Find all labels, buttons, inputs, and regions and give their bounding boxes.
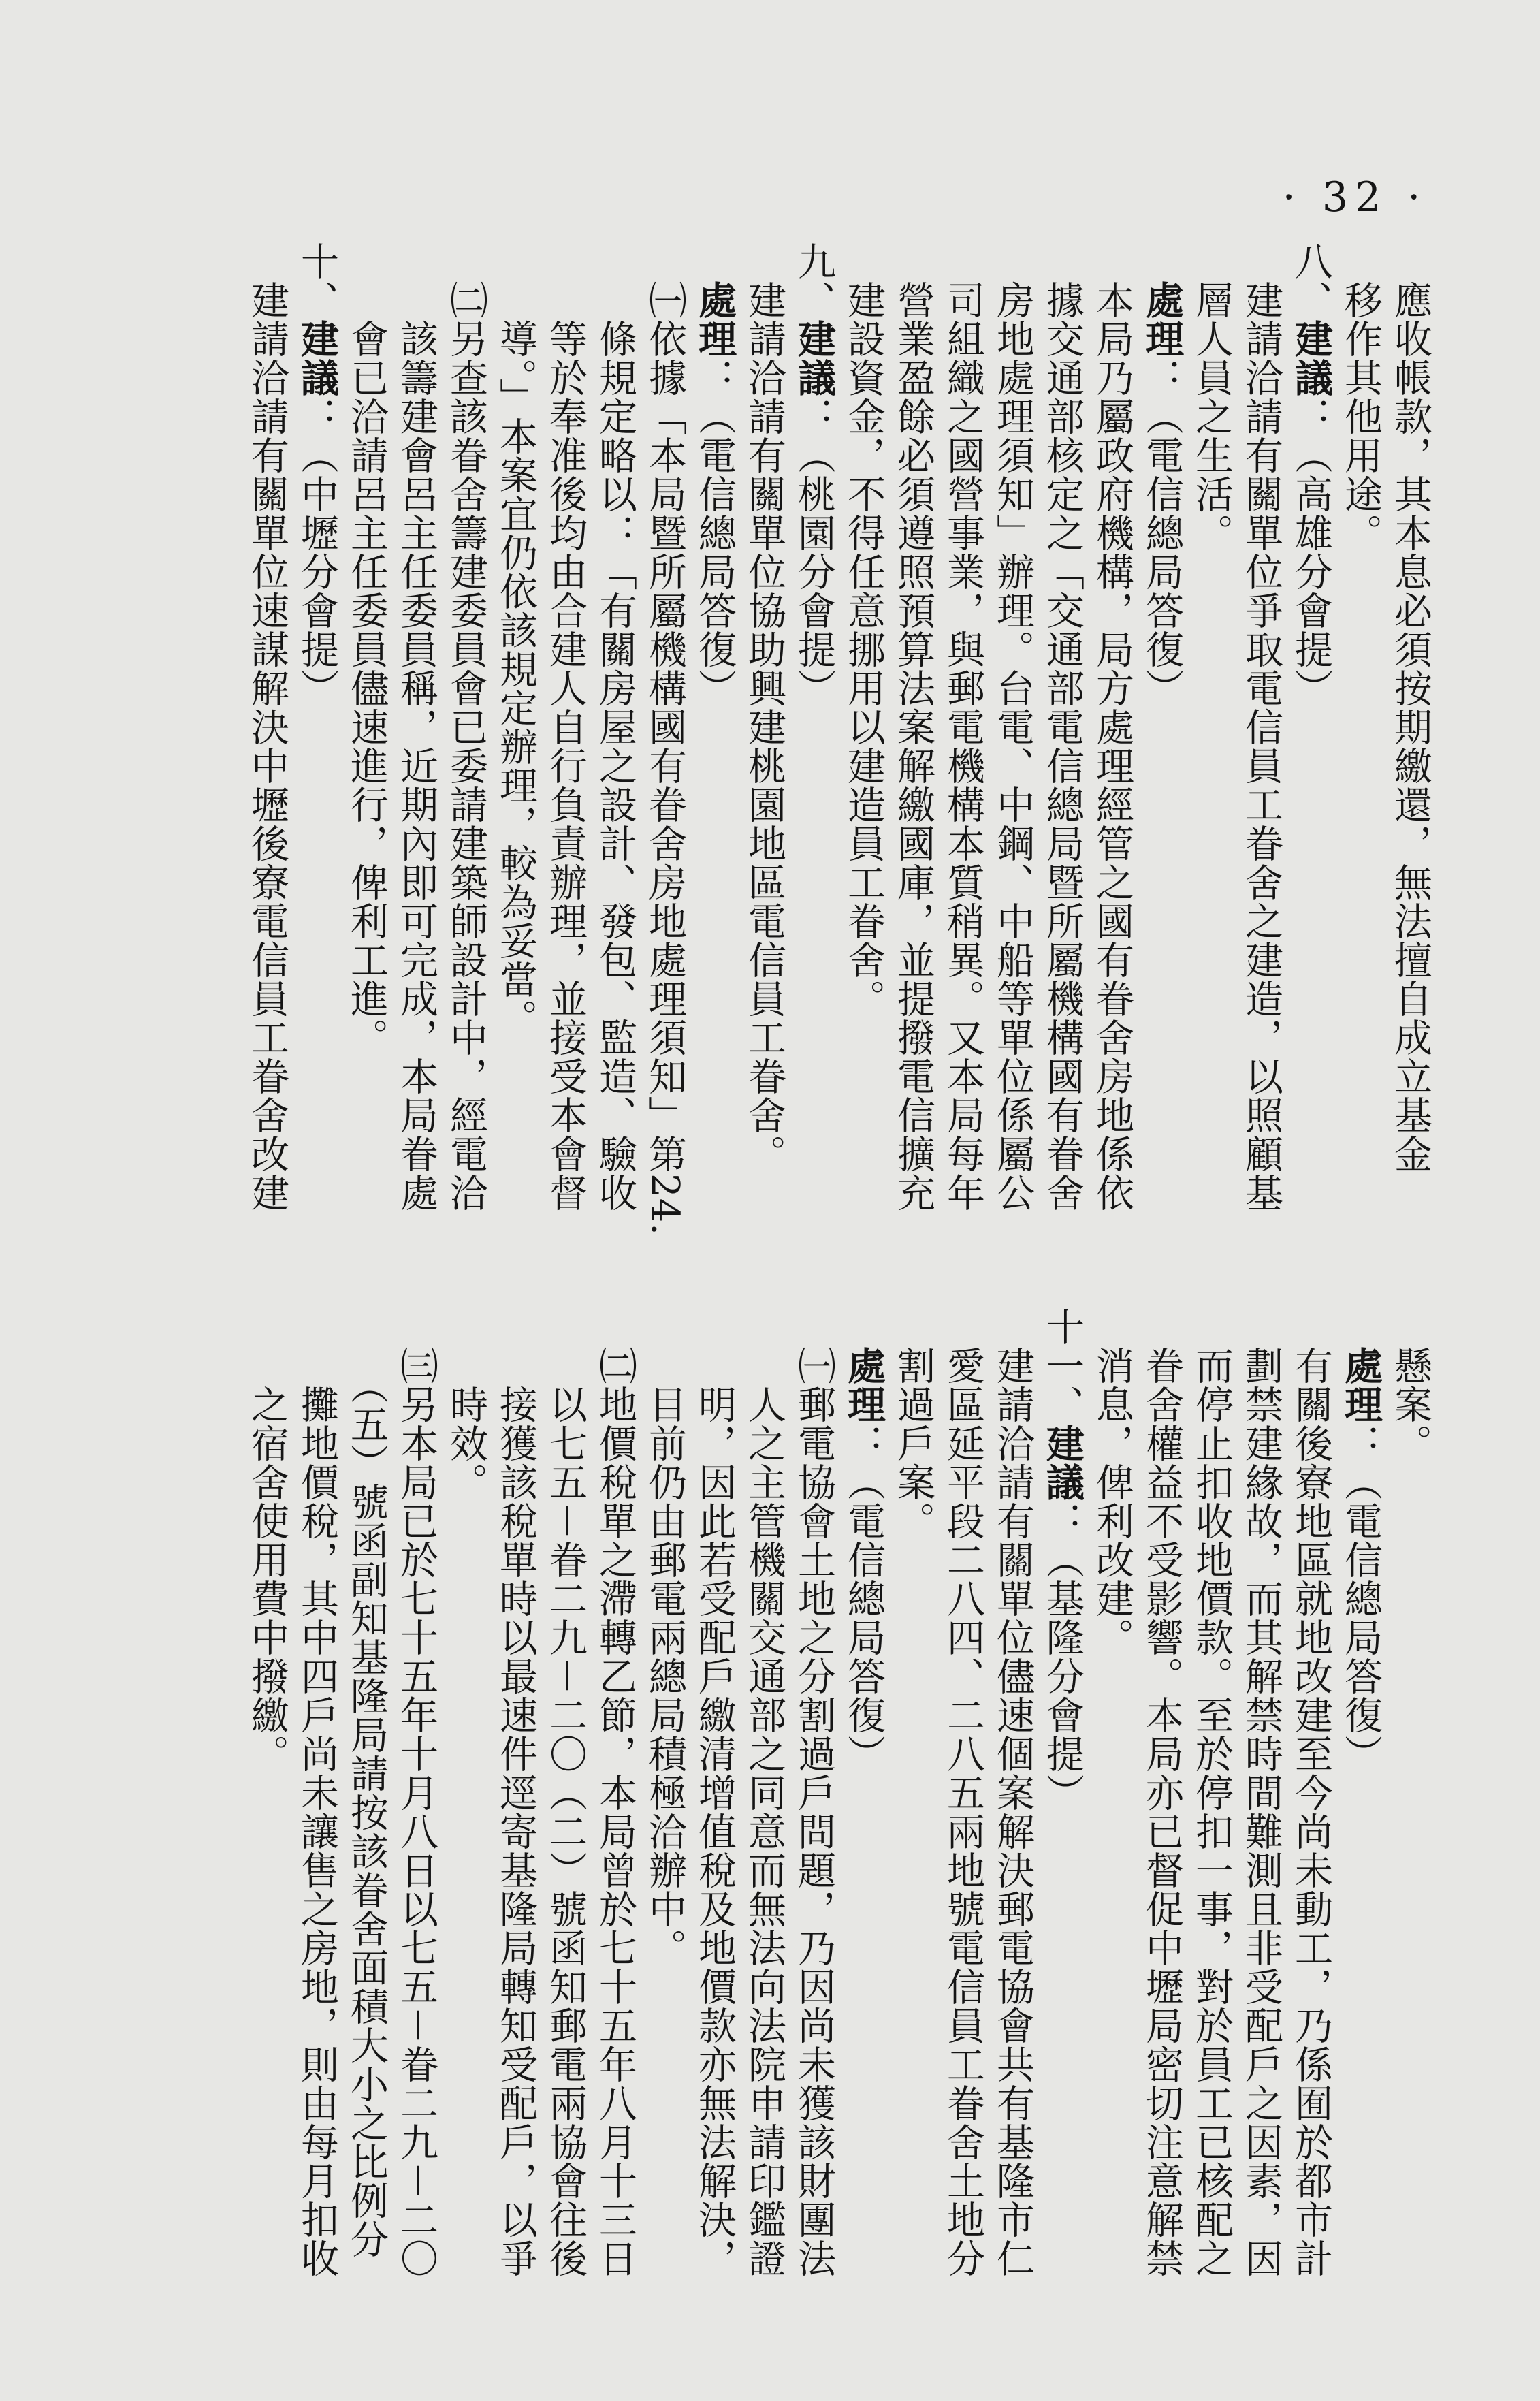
text-line: 割過戶案。 (891, 1307, 935, 1540)
text-line: 司組織之國營事業，與郵電機構本質稍異。又本局每年 (941, 242, 985, 1212)
text-line: 目前仍由郵電兩總局積極洽辦中。 (643, 1307, 687, 1967)
text-line: 明，因此若受配戶繳清增值稅及地價款亦無法解決， (692, 1307, 737, 2278)
text-line: 之宿舍使用費中撥繳。 (245, 1307, 289, 1773)
text-line: 九、建議：（桃園分會提） (792, 242, 836, 707)
text-line: 處理：（電信總局答復） (1338, 1346, 1383, 1773)
text-line: 處理：（電信總局答復） (1140, 281, 1184, 707)
text-line: 建請洽請有關單位爭取電信員工眷舍之建造，以照顧基 (1239, 242, 1283, 1212)
text-line: 時效。 (444, 1307, 488, 1501)
text-line: ㈢另本局已於七十五年十月八日以七五－眷二九－二〇 (394, 1307, 438, 2278)
text-line: 而停止扣收地價款。至於停扣一事，對於員工已核配之 (1189, 1307, 1234, 2278)
text-line: 移作其他用途。 (1338, 242, 1383, 552)
text-line: 八、建議：（高雄分會提） (1289, 242, 1333, 707)
text-line: 據交通部核定之「交通部電信總局暨所屬機構國有眷舍 (1040, 242, 1085, 1212)
text-line: 接獲該稅單時以最速件逕寄基隆局轉知受配戶，以爭 (494, 1307, 538, 2278)
text-line: 愛區延平段二八四、二八五兩地號電信員工眷舍土地分 (941, 1307, 985, 2278)
text-line: 處理：（電信總局答復） (692, 281, 737, 707)
text-line: 十、建議：（中壢分會提） (295, 242, 339, 707)
text-line: 房地處理須知」辦理。台電、中鋼、中船等單位係屬公 (991, 242, 1035, 1212)
text-line: 十一、建議：（基隆分會提） (1040, 1307, 1085, 1812)
text-line: 以七五－眷二九－二〇（二）號函知郵電兩協會往後 (543, 1307, 588, 2278)
text-line: 建設資金，不得任意挪用以建造員工眷舍。 (841, 242, 886, 1018)
text-line: 劃禁建緣故，而其解禁時間難測且非受配戶之因素，因 (1239, 1307, 1283, 2278)
text-line: 應收帳款，其本息必須按期繳還，無法擅自成立基金 (1388, 242, 1432, 1173)
text-line: ㈠郵電協會土地之分割過戶問題，乃因尚未獲該財團法 (792, 1307, 836, 2278)
text-line: ㈡地價稅單之滯轉乙節，本局曾於七十五年八月十三日 (593, 1307, 637, 2278)
text-line: 處理：（電信總局答復） (841, 1346, 886, 1773)
text-line: ㈡另查該眷舍籌建委員會已委請建築師設計中，經電洽 (444, 242, 488, 1212)
text-line: 會已洽請呂主任委員儘速進行，俾利工進。 (344, 242, 389, 1057)
lower-text-block (74, 1307, 1435, 2349)
text-line: 建請洽請有關單位協助興建桃園地區電信員工眷舍。 (742, 242, 786, 1173)
text-line: ㈠依據「本局暨所屬機構國有眷舍房地處理須知」第24. (643, 242, 687, 1237)
text-line: 懸案。 (1388, 1307, 1432, 1463)
text-line: 層人員之生活。 (1189, 242, 1234, 552)
text-line: 導。」本案宜仍依該規定辦理，較為妥當。 (494, 242, 538, 1038)
text-line: （五）號函副知基隆局請按該眷舍面積大小之比例分 (344, 1307, 389, 2259)
text-line: 攤地價稅，其中四戶尚未讓售之房地，則由每月扣收 (295, 1307, 339, 2278)
text-line: 本局乃屬政府機構，局方處理經管之國有眷舍房地係依 (1090, 242, 1134, 1212)
text-line: 建請洽請有關單位速謀解決中壢後寮電信員工眷舍改建 (245, 242, 289, 1212)
text-line: 營業盈餘必須遵照預算法案解繳國庫，並提撥電信擴充 (891, 242, 935, 1212)
text-line: 該籌建會呂主任委員稱，近期內即可完成，本局眷處 (394, 242, 438, 1212)
text-line: 有關後寮地區就地改建至今尚未動工，乃係囿於都市計 (1289, 1307, 1333, 2278)
text-line: 消息，俾利改建。 (1090, 1307, 1134, 1657)
text-line: 等於奉准後均由合建人自行負責辦理，並接受本會督 (543, 242, 588, 1212)
page-number: · 32 · (1282, 174, 1428, 221)
text-line: 條規定略以：「有關房屋之設計、發包、監造、驗收 (593, 242, 637, 1212)
text-line: 建請洽請有關單位儘速個案解決郵電協會共有基隆市仁 (991, 1307, 1035, 2278)
text-line: 眷舍權益不受影響。本局亦已督促中壢局密切注意解禁 (1140, 1307, 1184, 2278)
upper-text-block (74, 242, 1435, 1284)
text-line: 人之主管機關交通部之同意而無法向法院申請印鑑證 (742, 1307, 786, 2278)
